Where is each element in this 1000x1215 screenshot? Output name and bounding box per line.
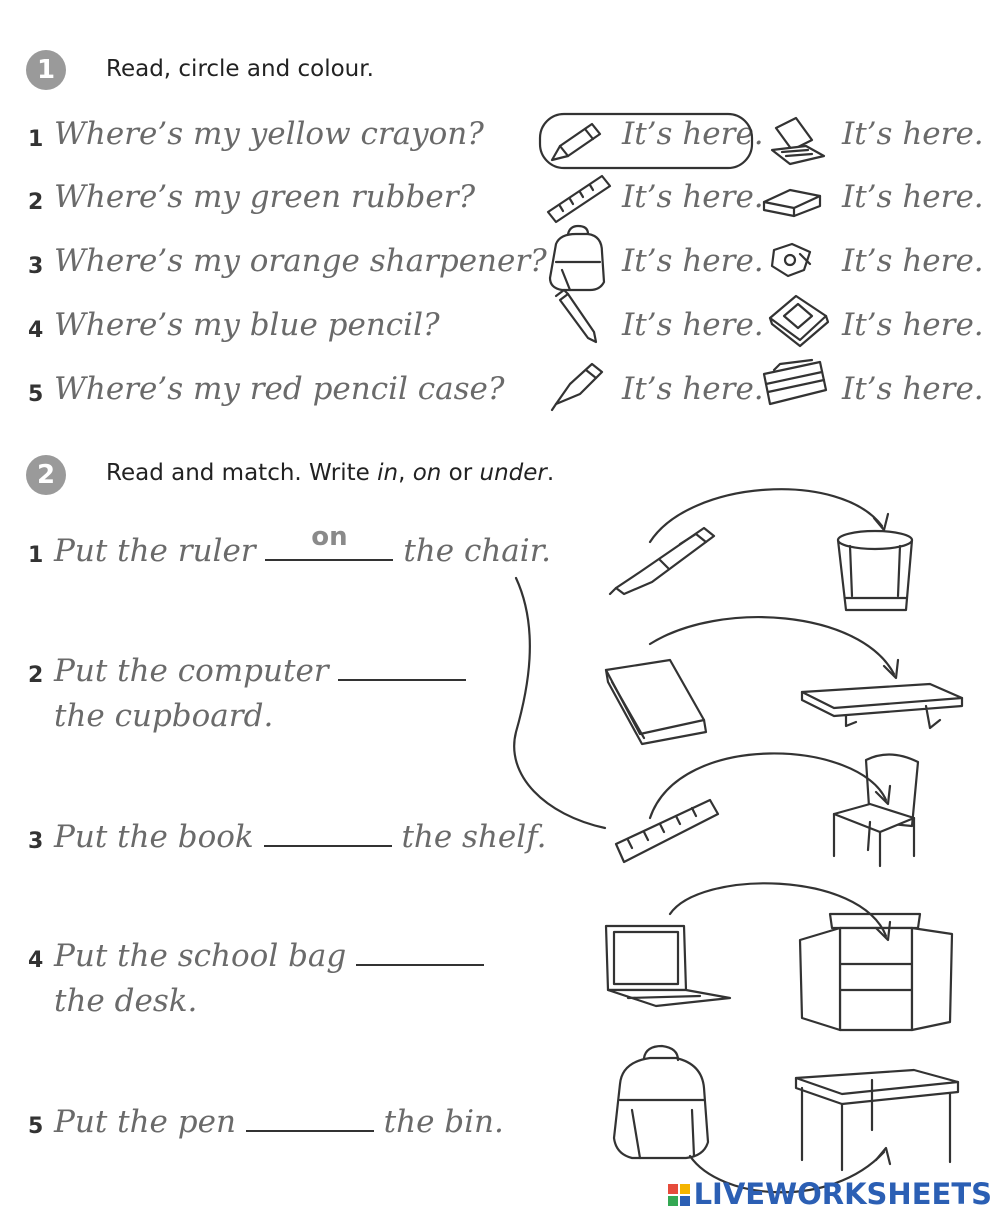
school-bag-icon <box>550 226 604 290</box>
ruler-icon <box>548 176 610 222</box>
item-number: 2 <box>28 663 44 688</box>
arrow-curve <box>650 617 894 674</box>
item-number: 3 <box>28 829 44 854</box>
answer-option-a[interactable]: It’s here. <box>622 371 764 407</box>
sentence-text: Put the computer <box>54 649 466 693</box>
answer-option-a[interactable]: It’s here. <box>622 243 764 279</box>
question-text: Where’s my blue pencil? <box>54 307 440 343</box>
answer-option-b[interactable]: It’s here. <box>842 371 984 407</box>
laptop-icon <box>772 118 824 164</box>
answer-option-b[interactable]: It’s here. <box>842 307 984 343</box>
word-under: under <box>479 460 547 486</box>
laptop-icon <box>606 926 730 1006</box>
shelf-icon <box>802 684 962 728</box>
logo-mark-icon <box>668 1184 690 1206</box>
sentence-text: Put the pen the bin. <box>54 1104 504 1140</box>
answer-option-a[interactable]: It’s here. <box>622 116 764 152</box>
sharpener-icon <box>772 244 810 276</box>
item-number: 2 <box>28 190 44 215</box>
exercise-1-instruction: Read, circle and colour. <box>106 56 374 82</box>
logo-text: LIVEWORKSHEETS <box>693 1177 992 1211</box>
chair-icon <box>834 754 918 866</box>
exercise-1-icons <box>0 0 1000 430</box>
sentence-continuation: the desk. <box>54 983 198 1019</box>
item-number: 1 <box>28 127 44 152</box>
word-on: on <box>412 460 442 486</box>
item-number: 5 <box>28 1114 44 1139</box>
book-icon <box>770 296 828 346</box>
bin-icon <box>838 531 912 610</box>
item-number: 3 <box>28 254 44 279</box>
item-number: 4 <box>28 318 44 343</box>
pen-icon <box>610 528 714 594</box>
answer-option-a[interactable]: It’s here. <box>622 307 764 343</box>
item-number: 5 <box>28 382 44 407</box>
school-bag-icon <box>614 1046 708 1158</box>
item-number: 4 <box>28 948 44 973</box>
pen-icon <box>552 364 602 410</box>
exercise-2-badge: 2 <box>26 455 66 495</box>
sentence-continuation: the cupboard. <box>54 698 274 734</box>
answer-blank[interactable]: on <box>265 531 393 561</box>
desk-icon <box>796 1070 958 1170</box>
answer-option-a[interactable]: It’s here. <box>622 179 764 215</box>
question-text: Where’s my green rubber? <box>54 179 476 215</box>
match-line <box>514 578 605 828</box>
rubber-icon <box>764 190 820 216</box>
sentence-text: Put the ruler on the chair. <box>54 522 551 569</box>
exercise-2-pictures <box>0 470 1000 1200</box>
answer-option-b[interactable]: It’s here. <box>842 179 984 215</box>
question-text: Where’s my orange sharpener? <box>54 243 547 279</box>
word-in: in <box>377 460 399 486</box>
question-text: Where’s my yellow crayon? <box>54 116 484 152</box>
question-text: Where’s my red pencil case? <box>54 371 505 407</box>
pencil-icon <box>556 290 596 342</box>
pencil-case-icon <box>764 360 826 404</box>
book-icon <box>606 660 706 744</box>
item-number: 1 <box>28 543 44 568</box>
crayon-icon <box>552 124 600 160</box>
sentence-text: Put the school bag <box>54 934 484 978</box>
exercise-1-badge: 1 <box>26 50 66 90</box>
answer-option-b[interactable]: It’s here. <box>842 116 984 152</box>
exercise-2-instruction: Read and match. Write in, on or under. <box>106 460 555 486</box>
cupboard-icon <box>800 914 952 1030</box>
liveworksheets-logo <box>668 1177 992 1211</box>
answer-option-b[interactable]: It’s here. <box>842 243 984 279</box>
ruler-icon <box>616 800 718 862</box>
sentence-text: Put the book the shelf. <box>54 819 547 855</box>
